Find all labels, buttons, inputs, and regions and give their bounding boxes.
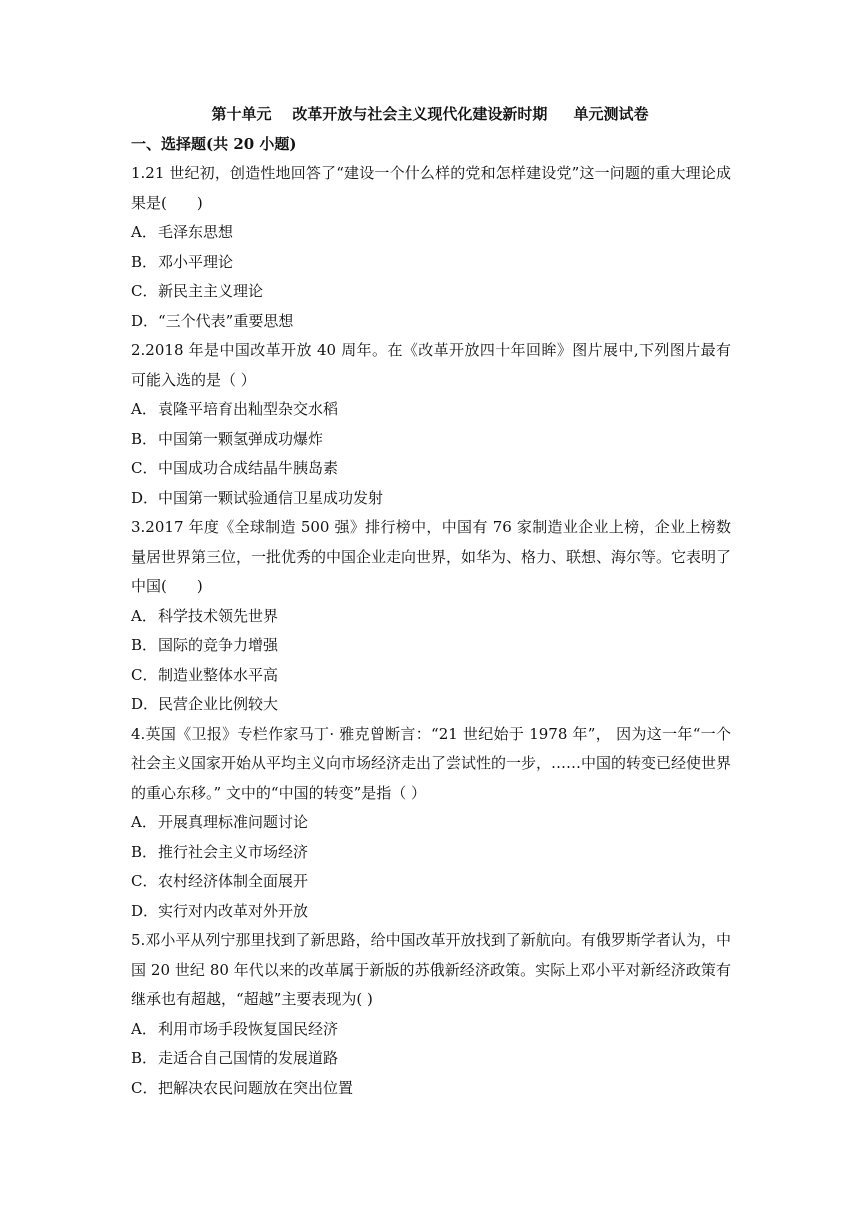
option-letter: D． [131, 901, 159, 920]
option-letter: C． [131, 459, 158, 477]
option-b [131, 631, 731, 661]
option-text: 毛泽东思想 [158, 223, 234, 241]
section-heading: 一、选择题(共 20 小题) [131, 135, 297, 153]
option-text: 新民主主义理论 [158, 282, 264, 300]
option-letter: D． [131, 311, 159, 330]
question-list [131, 159, 731, 1103]
option-text: 制造业整体水平高 [158, 665, 279, 684]
option-text: 袁隆平培育出籼型杂交水稻 [158, 400, 339, 418]
option-a [131, 808, 731, 838]
option-a [131, 218, 731, 248]
option-text: 中国成功合成结晶牛胰岛素 [158, 459, 339, 477]
option-letter: A． [131, 606, 157, 625]
option-letter: B． [131, 842, 158, 861]
option-b [131, 838, 731, 868]
option-c [131, 867, 731, 897]
option-a [131, 1015, 731, 1045]
option-letter: D． [131, 488, 159, 507]
option-text: 民营企业比例较大 [158, 695, 279, 713]
option-text: 农村经济体制全面展开 [158, 872, 309, 890]
option-d [131, 690, 731, 720]
option-c [131, 1074, 731, 1104]
option-letter: D． [131, 695, 159, 713]
option-text: 中国第一颗氢弹成功爆炸 [158, 429, 324, 448]
option-text: 推行社会主义市场经济 [158, 842, 309, 861]
option-text: “三个代表”重要思想 [158, 311, 294, 330]
question-stem: 1.21 世纪初，创造性地回答了“建设一个什么样的党和怎样建设党”这一问题的重大理论成果是( ) [131, 164, 731, 212]
option-b [131, 1044, 731, 1074]
option-text: 科学技术领先世界 [158, 606, 279, 625]
question-4 [131, 720, 731, 927]
option-text: 把解决农民问题放在突出位置 [158, 1078, 354, 1097]
question-2 [131, 336, 731, 513]
option-c [131, 277, 731, 307]
question-1 [131, 159, 731, 336]
question-3 [131, 513, 731, 720]
option-d [131, 307, 731, 337]
question-stem: 5.邓小平从列宁那里找到了新思路，给中国改革开放找到了新航向。有俄罗斯学者认为，中国 20 世纪 80 年代以来的改革属于新版的苏俄新经济政策。实际上邓小平对新经济政策有继承也有超越，“超越”主要表现为( ) [131, 931, 731, 1008]
option-letter: A． [131, 400, 157, 418]
option-c [131, 454, 731, 484]
option-text: 邓小平理论 [158, 252, 234, 271]
option-text: 利用市场手段恢复国民经济 [158, 1019, 339, 1038]
option-letter: B． [131, 1049, 158, 1067]
option-letter: B． [131, 636, 158, 654]
option-d [131, 897, 731, 927]
option-letter: A． [131, 223, 157, 241]
option-a [131, 602, 731, 632]
option-letter: C． [131, 872, 158, 890]
option-c [131, 661, 731, 691]
option-letter: C． [131, 1078, 158, 1097]
option-text: 实行对内改革对外开放 [158, 901, 309, 920]
option-letter: C． [131, 282, 158, 300]
option-text: 国际的竞争力增强 [158, 636, 279, 654]
question-stem: 4.英国《卫报》专栏作家马丁· 雅克曾断言：“21 世纪始于 1978 年”， 因为这一年“一个社会主义国家开始从平均主义向市场经济走出了尝试性的一步，……中国的转变已经使世界的重心东移。” 文中的“中国的转变”是指（ ） [131, 724, 732, 802]
option-letter: A． [131, 813, 157, 831]
option-letter: B． [131, 429, 158, 448]
option-text: 开展真理标准问题讨论 [158, 813, 309, 831]
document-title: 第十单元 改革开放与社会主义现代化建设新时期 单元测试卷 [211, 105, 649, 123]
option-b [131, 425, 731, 455]
option-text: 中国第一颗试验通信卫星成功发射 [158, 488, 384, 507]
option-letter: B． [131, 252, 158, 271]
option-a [131, 395, 731, 425]
option-d [131, 484, 731, 514]
question-stem: 3.2017 年度《全球制造 500 强》排行榜中，中国有 76 家制造业企业上榜，企业上榜数量居世界第三位，一批优秀的中国企业走向世界，如华为、格力、联想、海尔等。它表明了中国( ) [131, 518, 732, 595]
question-5 [131, 926, 731, 1103]
option-letter: C． [131, 665, 158, 684]
option-letter: A． [131, 1019, 157, 1038]
option-text: 走适合自己国情的发展道路 [158, 1049, 339, 1067]
option-b [131, 248, 731, 278]
question-stem: 2.2018 年是中国改革开放 40 周年。在《改革开放四十年回眸》图片展中,下列图片最有可能入选的是（ ） [131, 341, 731, 389]
